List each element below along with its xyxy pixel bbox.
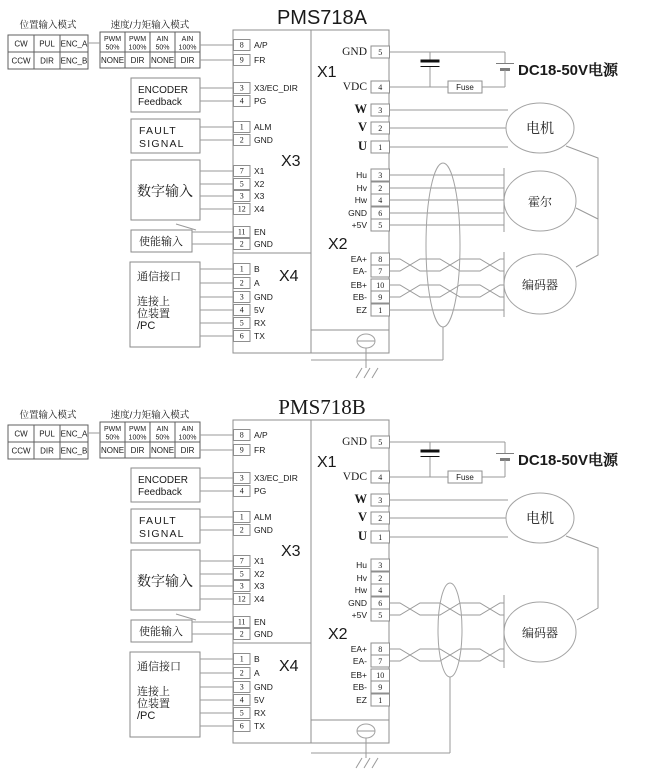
pin-number: 3 — [378, 105, 383, 115]
pin-label: X1 — [254, 556, 265, 566]
pin-label: U — [357, 139, 367, 153]
comm-interface-label: /PC — [137, 710, 156, 722]
twisted-pair-wire — [390, 649, 504, 661]
pin-label: Hw — [354, 585, 367, 595]
x1-connector-label: X1 — [317, 64, 337, 81]
pin-number: 11 — [237, 617, 246, 627]
table-cell: DIR — [130, 56, 145, 65]
pin-label: GND — [254, 682, 273, 692]
motor-assembly-link — [576, 208, 598, 219]
ground-symbol — [364, 758, 370, 768]
pin-number: 3 — [378, 560, 383, 570]
ground-symbol — [356, 368, 362, 378]
table-cell: ENC_A — [60, 429, 88, 439]
table-cell: PWM — [103, 36, 122, 43]
table-cell: DIR — [40, 446, 54, 456]
twisted-pair-wire — [390, 285, 504, 297]
x2-connector-label: X2 — [328, 236, 348, 253]
pin-number: 6 — [239, 721, 244, 731]
x2-connector-label: X2 — [328, 626, 348, 643]
pin-number: 2 — [239, 278, 244, 288]
table-cell: DIR — [130, 446, 145, 455]
pin-label: W — [354, 102, 367, 116]
pin-label: PG — [254, 486, 267, 496]
pin-number: 3 — [239, 473, 244, 483]
table-cell: NONE — [150, 446, 175, 455]
pin-number: 3 — [239, 682, 244, 692]
pin-label: 5V — [254, 305, 265, 315]
pin-label: Hv — [356, 573, 367, 583]
x1-connector-label: X1 — [317, 454, 337, 471]
pin-label: EA+ — [350, 644, 367, 654]
comm-interface-label: 连接上 — [137, 686, 170, 698]
comm-interface-label: /PC — [137, 320, 156, 332]
comm-interface-label: 位装置 — [137, 698, 170, 710]
pin-number: 1 — [239, 122, 244, 132]
table-cell: DIR — [180, 446, 195, 455]
ground-symbol — [372, 758, 378, 768]
pin-label: GND — [254, 629, 273, 639]
ground-symbol — [356, 758, 362, 768]
pin-label: EB+ — [350, 280, 367, 290]
comm-interface-label: 通信接口 — [137, 271, 181, 283]
pin-label: U — [357, 529, 367, 543]
pin-label: +5V — [351, 220, 367, 230]
pin-label: X3 — [254, 581, 265, 591]
pin-number: 5 — [239, 318, 244, 328]
pin-number: 5 — [239, 569, 244, 579]
pin-label: EZ — [356, 305, 367, 315]
digital-input-label: 数字输入 — [137, 183, 193, 199]
pin-number: 4 — [239, 486, 244, 496]
table-cell: 50% — [105, 44, 120, 52]
pin-number: 3 — [239, 581, 244, 591]
pin-number: 12 — [237, 594, 246, 604]
pin-number: 3 — [378, 170, 383, 180]
pin-label: EN — [254, 227, 266, 237]
speed-mode-title: 速度/力矩输入模式 — [110, 20, 190, 31]
table-cell: ENC_B — [60, 56, 88, 66]
table-cell: AIN — [181, 426, 194, 433]
fault-signal-label: SIGNAL — [139, 138, 185, 150]
pin-label: EB- — [352, 292, 367, 302]
pin-number: 2 — [378, 123, 383, 133]
x3-connector-label: X3 — [281, 543, 301, 560]
position-mode-title: 位置输入模式 — [19, 20, 77, 31]
table-cell: AIN — [181, 36, 194, 43]
pin-label: EA- — [352, 656, 367, 666]
pin-label: RX — [254, 708, 266, 718]
ground-symbol — [364, 368, 370, 378]
x4-connector-label: X4 — [279, 658, 299, 675]
pin-label: A — [254, 668, 260, 678]
twisted-pair-wire — [390, 603, 504, 615]
encoder-feedback-label: ENCODER — [138, 475, 189, 486]
pin-number: 4 — [239, 96, 244, 106]
pin-number: 8 — [239, 430, 244, 440]
pin-number: 1 — [378, 532, 383, 542]
pin-number: 5 — [378, 220, 383, 230]
pin-label: FR — [254, 55, 266, 65]
pin-number: 3 — [239, 191, 244, 201]
pin-label: EA- — [352, 266, 367, 276]
pin-number: 5 — [239, 179, 244, 189]
pin-number: 2 — [378, 573, 383, 583]
pin-number: 7 — [239, 166, 244, 176]
pin-number: 9 — [239, 55, 244, 65]
table-cell: ENC_B — [60, 446, 88, 456]
pin-label: EB+ — [350, 670, 367, 680]
fault-signal-label: FAULT — [139, 125, 177, 137]
pin-number: 1 — [239, 512, 244, 522]
motor-label: 电机 — [526, 120, 554, 136]
pin-number: 3 — [239, 83, 244, 93]
encoder-label: 编码器 — [521, 626, 559, 640]
pin-label: Hw — [354, 195, 367, 205]
twisted-pair-wire — [390, 259, 504, 271]
pin-label: GND — [348, 208, 367, 218]
pin-label: 5V — [254, 695, 265, 705]
diagram-pms718a — [8, 7, 619, 378]
pin-number: 1 — [378, 305, 383, 315]
pin-label: X3/EC_DIR — [254, 473, 298, 483]
encoder-feedback-label: ENCODER — [138, 85, 189, 96]
table-cell: PUL — [39, 429, 55, 439]
twisted-pair-wire — [390, 649, 504, 661]
pin-label: B — [254, 654, 260, 664]
table-cell: PWM — [128, 426, 147, 433]
table-cell: CCW — [11, 446, 31, 456]
pin-label: X2 — [254, 179, 265, 189]
pin-number: 5 — [378, 47, 383, 57]
pin-label: X3 — [254, 191, 265, 201]
twisted-pair-wire — [390, 259, 504, 271]
digital-input-label: 数字输入 — [137, 573, 193, 589]
pin-number: 10 — [376, 280, 385, 290]
pin-number: 4 — [378, 472, 383, 482]
pin-number: 9 — [378, 292, 383, 302]
pin-number: 2 — [239, 525, 244, 535]
table-cell: NONE — [150, 56, 175, 65]
table-cell: 50% — [105, 434, 120, 442]
fuse-label: Fuse — [456, 473, 474, 482]
power-label: DC18-50V电源 — [518, 62, 619, 79]
pin-number: 2 — [239, 668, 244, 678]
enable-input-label: 使能输入 — [139, 626, 183, 638]
pin-number: 7 — [239, 556, 244, 566]
ground-symbol — [372, 368, 378, 378]
pin-number: 8 — [378, 254, 383, 264]
table-cell: 50% — [155, 44, 170, 52]
pin-label: TX — [254, 721, 265, 731]
pin-label: EZ — [356, 695, 367, 705]
encoder-feedback-label: Feedback — [138, 97, 182, 108]
encoder-label: 编码器 — [521, 278, 559, 292]
pin-label: ALM — [254, 512, 272, 522]
pin-label: Hu — [356, 170, 367, 180]
table-cell: 100% — [128, 44, 147, 52]
pin-number: 6 — [239, 331, 244, 341]
power-label: DC18-50V电源 — [518, 452, 619, 469]
pin-label: GND — [254, 135, 273, 145]
pin-label: V — [357, 120, 367, 134]
pin-label: X4 — [254, 594, 265, 604]
table-cell: DIR — [180, 56, 195, 65]
pin-number: 12 — [237, 204, 246, 214]
pin-number: 7 — [378, 656, 383, 666]
pin-number: 6 — [378, 598, 383, 608]
table-cell: CW — [14, 39, 28, 49]
pin-number: 6 — [378, 208, 383, 218]
pin-label: X4 — [254, 204, 265, 214]
enable-switch-stroke — [176, 224, 196, 230]
pin-label: GND — [254, 525, 273, 535]
comm-interface-label: 连接上 — [137, 296, 170, 308]
pin-number: 2 — [239, 239, 244, 249]
pin-label: VDC — [342, 81, 367, 93]
table-cell: CW — [14, 429, 28, 439]
pin-label: +5V — [351, 610, 367, 620]
pin-label: Hu — [356, 560, 367, 570]
twisted-pair-wire — [390, 603, 504, 615]
pin-label: GND — [342, 46, 367, 58]
table-cell: 100% — [178, 434, 197, 442]
comm-interface-label: 通信接口 — [137, 661, 181, 673]
pin-label: GND — [254, 239, 273, 249]
x4-connector-label: X4 — [279, 268, 299, 285]
pin-label: RX — [254, 318, 266, 328]
pin-number: 10 — [376, 670, 385, 680]
pin-number: 9 — [378, 682, 383, 692]
pin-number: 1 — [378, 695, 383, 705]
shield-ellipse — [438, 583, 462, 677]
pin-label: W — [354, 492, 367, 506]
table-cell: AIN — [156, 426, 169, 433]
pin-number: 1 — [378, 142, 383, 152]
pin-number: 4 — [378, 195, 383, 205]
pin-number: 5 — [378, 610, 383, 620]
table-cell: PUL — [39, 39, 55, 49]
pin-label: Hv — [356, 183, 367, 193]
motor-label: 电机 — [526, 510, 554, 526]
pin-label: X3/EC_DIR — [254, 83, 298, 93]
pin-number: 4 — [378, 82, 383, 92]
pin-label: X2 — [254, 569, 265, 579]
table-cell: 100% — [128, 434, 147, 442]
pin-number: 1 — [239, 654, 244, 664]
pin-label: TX — [254, 331, 265, 341]
pin-label: PG — [254, 96, 267, 106]
pin-label: V — [357, 510, 367, 524]
table-cell: 50% — [155, 434, 170, 442]
pin-number: 4 — [378, 585, 383, 595]
pin-number: 11 — [237, 227, 246, 237]
pin-number: 2 — [239, 135, 244, 145]
comm-interface-label: 位装置 — [137, 308, 170, 320]
fault-signal-label: FAULT — [139, 515, 177, 527]
diagram-pms718b — [8, 395, 619, 768]
fuse-label: Fuse — [456, 83, 474, 92]
pin-number: 4 — [239, 305, 244, 315]
pin-label: A/P — [254, 40, 268, 50]
fault-signal-label: SIGNAL — [139, 528, 185, 540]
pin-label: EN — [254, 617, 266, 627]
pin-number: 3 — [378, 495, 383, 505]
pin-number: 2 — [239, 629, 244, 639]
pin-label: VDC — [342, 471, 367, 483]
pin-number: 3 — [239, 292, 244, 302]
pin-number: 1 — [239, 264, 244, 274]
pin-number: 5 — [378, 437, 383, 447]
pin-label: GND — [348, 598, 367, 608]
twisted-pair-wire — [390, 285, 504, 297]
pin-label: A/P — [254, 430, 268, 440]
pin-number: 9 — [239, 445, 244, 455]
pin-number: 2 — [378, 513, 383, 523]
pin-number: 2 — [378, 183, 383, 193]
diagram-title: PMS718A — [276, 7, 368, 29]
table-cell: ENC_A — [60, 39, 88, 49]
pin-label: ALM — [254, 122, 272, 132]
pin-label: B — [254, 264, 260, 274]
speed-mode-title: 速度/力矩输入模式 — [110, 410, 190, 421]
table-cell: DIR — [40, 56, 54, 66]
enable-input-label: 使能输入 — [139, 236, 183, 248]
pin-label: X1 — [254, 166, 265, 176]
position-mode-title: 位置输入模式 — [19, 410, 77, 421]
hall-label: 霍尔 — [527, 195, 553, 209]
table-cell: 100% — [178, 44, 197, 52]
table-cell: NONE — [100, 446, 125, 455]
pin-label: A — [254, 278, 260, 288]
pin-label: FR — [254, 445, 266, 455]
motor-assembly-link — [566, 536, 598, 620]
pin-number: 7 — [378, 266, 383, 276]
x3-connector-label: X3 — [281, 153, 301, 170]
pin-number: 4 — [239, 695, 244, 705]
table-cell: NONE — [100, 56, 125, 65]
pin-label: GND — [342, 436, 367, 448]
table-cell: CCW — [11, 56, 31, 66]
table-cell: PWM — [103, 426, 122, 433]
pin-label: EB- — [352, 682, 367, 692]
pin-number: 8 — [239, 40, 244, 50]
encoder-feedback-label: Feedback — [138, 487, 182, 498]
pin-number: 5 — [239, 708, 244, 718]
table-cell: PWM — [128, 36, 147, 43]
pin-label: GND — [254, 292, 273, 302]
table-cell: AIN — [156, 36, 169, 43]
enable-switch-stroke — [176, 614, 196, 620]
diagram-title: PMS718B — [278, 395, 366, 419]
pin-number: 8 — [378, 644, 383, 654]
pin-label: EA+ — [350, 254, 367, 264]
